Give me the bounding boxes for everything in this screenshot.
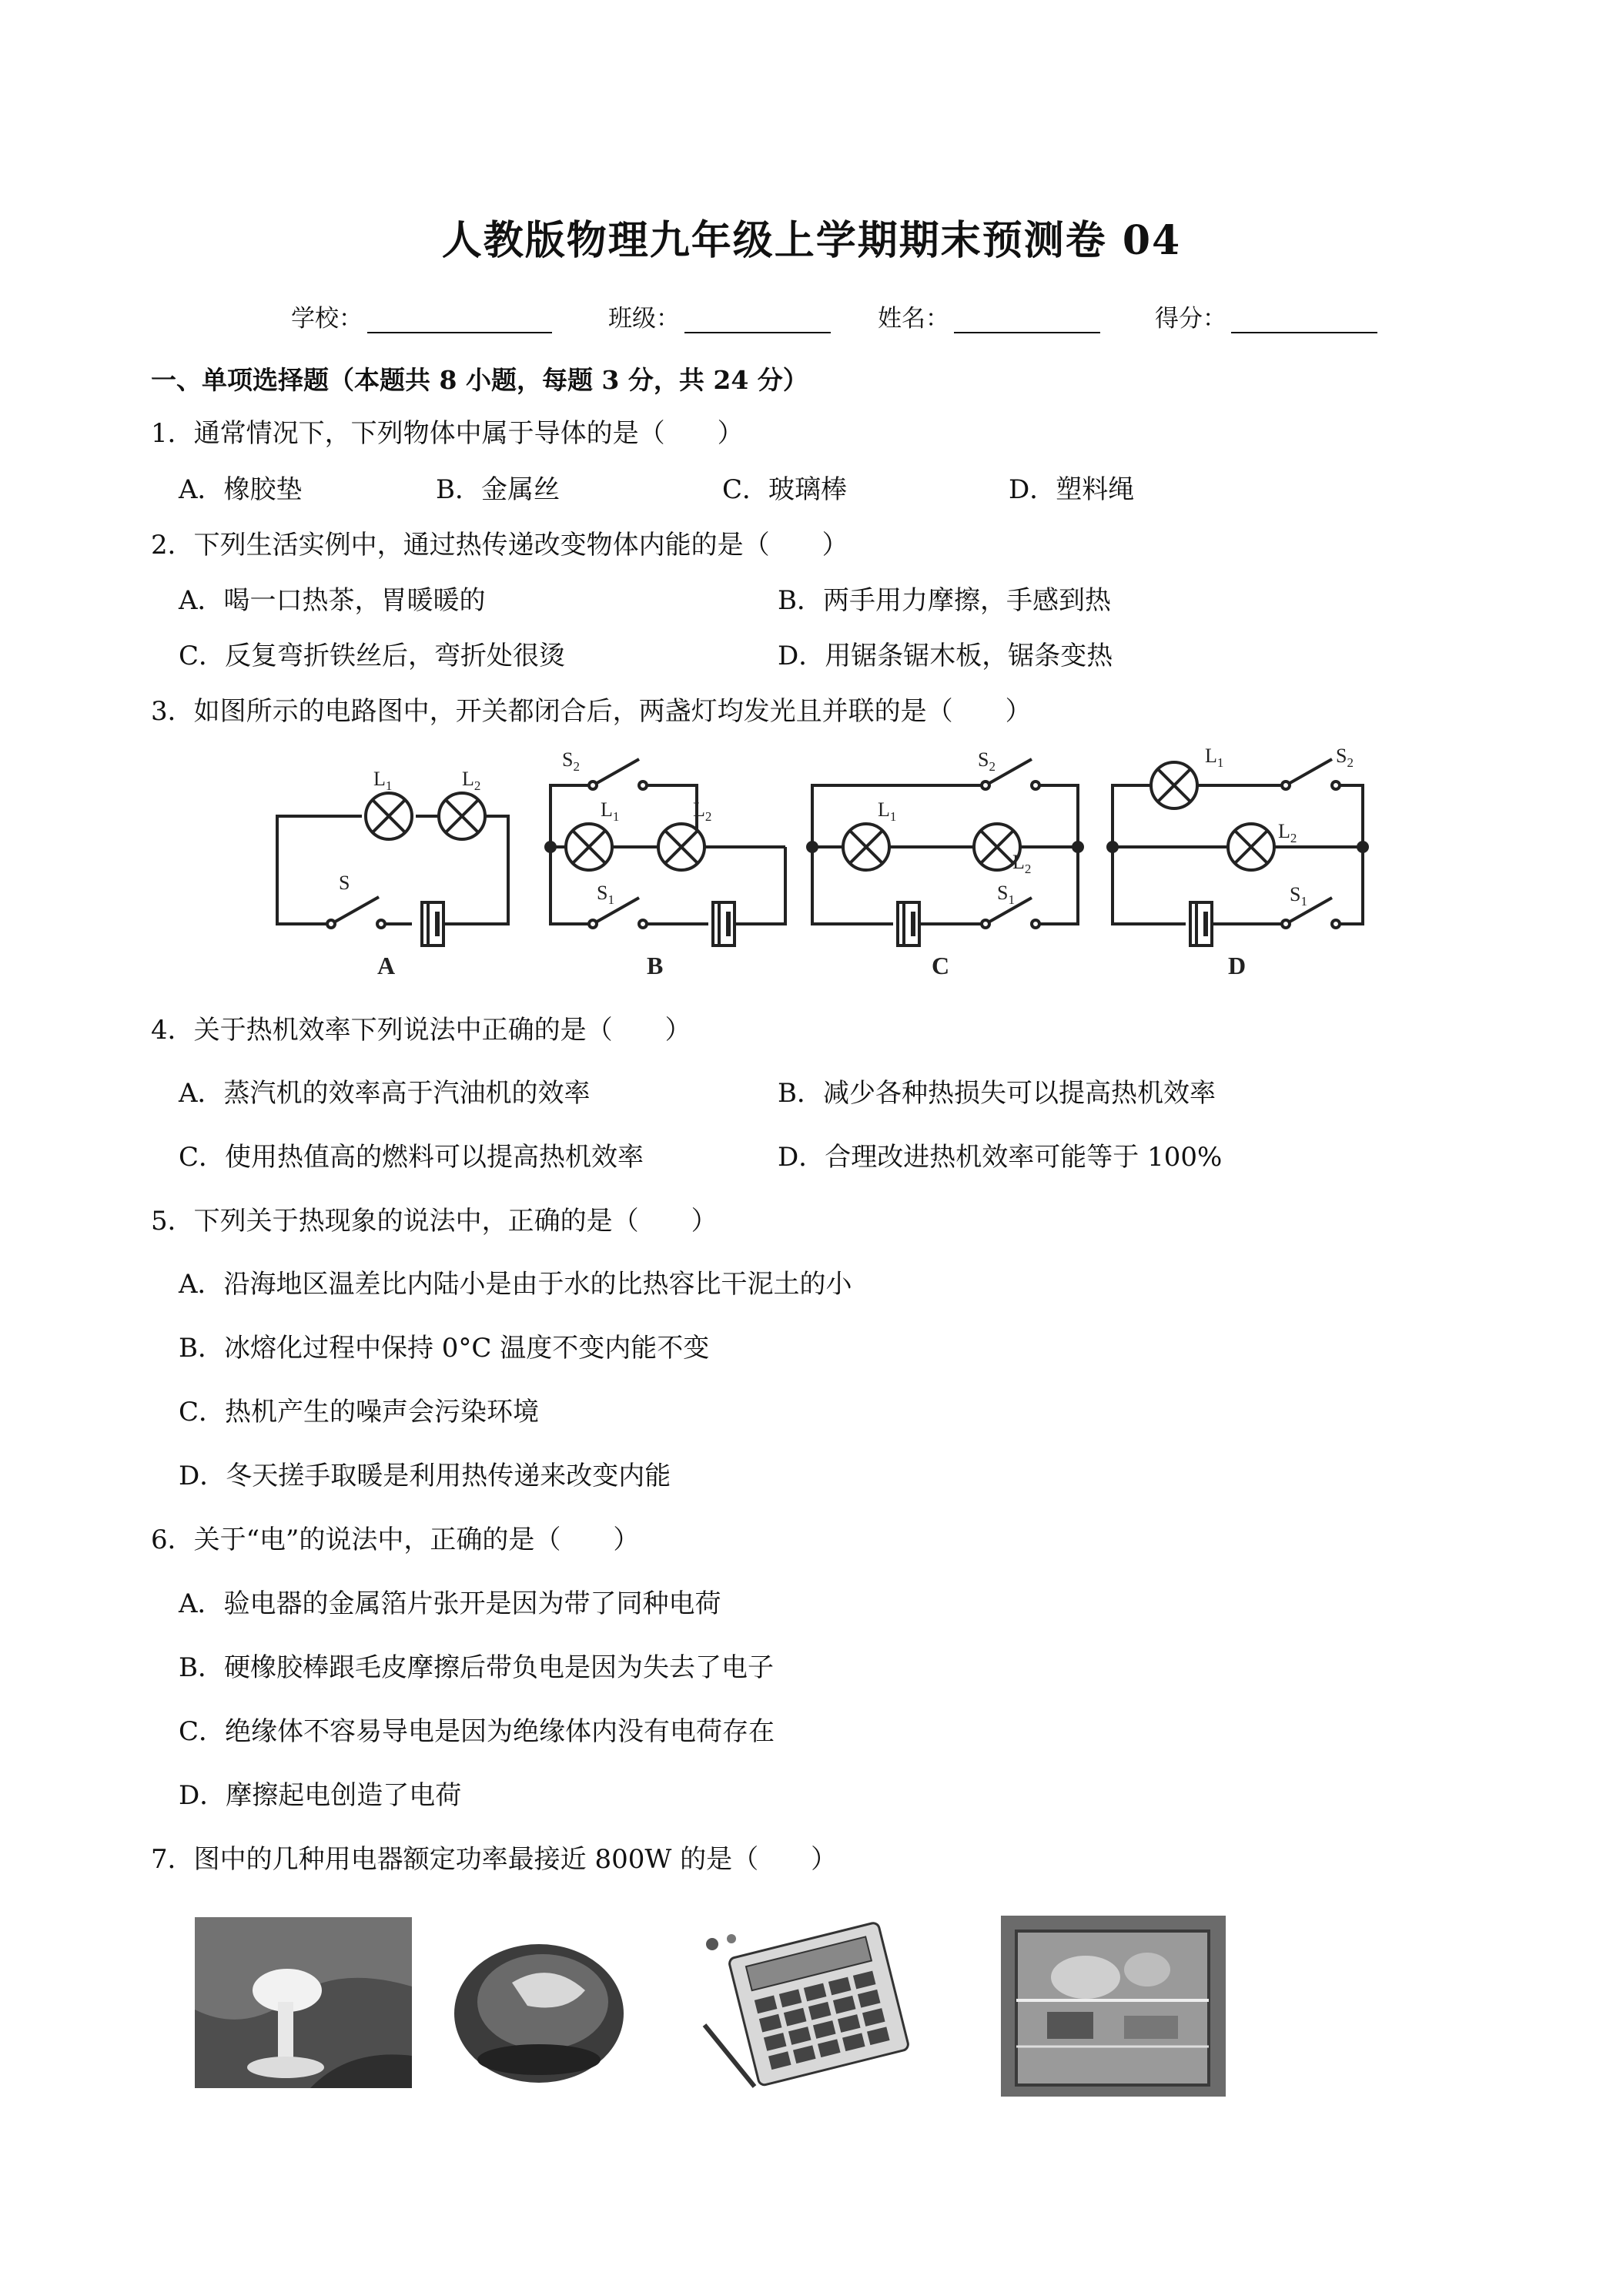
class-field[interactable]: [608, 299, 831, 333]
circuit-label-a[interactable]: A: [377, 952, 396, 979]
rice-cooker-photo[interactable]: [450, 1929, 627, 2087]
lamp-b-l2: [658, 824, 704, 870]
svg-text:L1: $L_1$: [601, 798, 620, 824]
score-label: 得分：: [1155, 305, 1226, 333]
svg-text:L2: $L_2$: [462, 768, 481, 793]
q2-option-c[interactable]: C．反复弯折铁丝后，弯折处很烫: [179, 641, 566, 671]
q6-option-b[interactable]: B．硬橡胶棒跟毛皮摩擦后带负电是因为失去了电子: [179, 1652, 774, 1683]
q6-option-d[interactable]: D．摩擦起电创造了电荷: [179, 1780, 462, 1811]
calculator-photo[interactable]: [689, 1917, 928, 2102]
svg-text:L2: $L_2$: [1012, 851, 1032, 876]
class-label: 班级：: [608, 305, 680, 333]
svg-text:S2: $S_2$: [978, 748, 996, 774]
lamp-a-l2: [439, 793, 485, 839]
svg-text:L1: $L_1$: [1205, 745, 1224, 770]
label-c-l2: L: [1012, 851, 1025, 873]
q6-option-c[interactable]: C．绝缘体不容易导电是因为绝缘体内没有电荷存在: [179, 1716, 775, 1747]
circuit-label-b[interactable]: B: [647, 952, 664, 979]
lamp-a-l1: [366, 793, 412, 839]
label-a-l2: L: [462, 768, 474, 790]
school-field[interactable]: [291, 299, 552, 333]
refrigerator-photo[interactable]: [1001, 1916, 1226, 2097]
circuit-label-d[interactable]: D: [1228, 952, 1247, 979]
label-d-s2: S: [1336, 745, 1347, 767]
lamp-b-l1: [566, 824, 612, 870]
label-c-s2: S: [978, 748, 989, 771]
circuit-diagrams: [262, 739, 1401, 986]
q4-option-c[interactable]: C．使用热值高的燃料可以提高热机效率: [179, 1142, 644, 1173]
q5-option-a[interactable]: A．沿海地区温差比内陆小是由于水的比热容比干泥土的小: [179, 1269, 852, 1300]
q1-option-b[interactable]: B．金属丝: [436, 474, 560, 505]
question-7: 7．图中的几种用电器额定功率最接近 800W 的是（ ）: [151, 1844, 838, 1875]
q1-option-c[interactable]: C．玻璃棒: [722, 474, 848, 505]
name-field[interactable]: [878, 299, 1100, 333]
label-b-s1: S: [597, 882, 608, 904]
svg-text:L2: $L_2$: [693, 798, 712, 824]
svg-text:S1: $S_1$: [997, 882, 1015, 907]
label-d-l2: L: [1278, 820, 1290, 842]
svg-text:L2: $L_2$: [1278, 820, 1297, 845]
q2-option-a[interactable]: A．喝一口热茶，胃暖暖的: [179, 585, 486, 616]
q2-option-b[interactable]: B．两手用力摩擦，手感到热: [778, 585, 1111, 616]
q6-option-a[interactable]: A．验电器的金属箔片张开是因为带了同种电荷: [179, 1588, 721, 1619]
svg-text:S2: $S_2$: [1336, 745, 1354, 770]
q5-option-b[interactable]: B．冰熔化过程中保持 0°C 温度不变内能不变: [179, 1333, 710, 1364]
label-c-s1: S: [997, 882, 1009, 904]
question-6: 6．关于“电”的说法中，正确的是（ ）: [151, 1525, 640, 1555]
label-d-l1: L: [1205, 745, 1217, 767]
school-label: 学校：: [291, 305, 363, 333]
svg-text:S1: $S_1$: [1290, 883, 1307, 909]
question-3: 3．如图所示的电路图中，开关都闭合后，两盏灯均发光且并联的是（ ）: [151, 696, 1032, 727]
question-4: 4．关于热机效率下列说法中正确的是（ ）: [151, 1015, 691, 1046]
lamp-d-l2: [1228, 824, 1274, 870]
q5-option-c[interactable]: C．热机产生的噪声会污染环境: [179, 1397, 540, 1427]
q1-option-a[interactable]: A．橡胶垫: [179, 474, 303, 505]
label-b-s2: S: [562, 748, 574, 771]
q4-option-b[interactable]: B．减少各种热损失可以提高热机效率: [778, 1078, 1216, 1109]
q4-option-d[interactable]: D．合理改进热机效率可能等于 100%: [778, 1142, 1223, 1173]
question-5: 5．下列关于热现象的说法中，正确的是（ ）: [151, 1206, 718, 1237]
desk-lamp-photo[interactable]: [195, 1917, 412, 2088]
label-b-l2: L: [693, 798, 705, 821]
section-heading: 一、单项选择题（本题共 8 小题，每题 3 分，共 24 分）: [151, 365, 808, 395]
question-2: 2．下列生活实例中，通过热传递改变物体内能的是（ ）: [151, 530, 848, 561]
svg-text:S1: $S_1$: [597, 882, 614, 907]
label-a-l1: L: [373, 768, 386, 790]
q1-option-d[interactable]: D．塑料绳: [1009, 474, 1135, 505]
q2-option-d[interactable]: D．用锯条锯木板，锯条变热: [778, 641, 1113, 671]
label-d-s1: S: [1290, 883, 1301, 905]
label-a-s: S: [339, 872, 350, 894]
label-b-l1: L: [601, 798, 613, 821]
score-field[interactable]: [1155, 299, 1377, 333]
q4-option-a[interactable]: A．蒸汽机的效率高于汽油机的效率: [179, 1078, 591, 1109]
label-c-l1: L: [878, 798, 890, 821]
question-1: 1．通常情况下，下列物体中属于导体的是（ ）: [151, 418, 744, 449]
svg-text:L1: $L_1$: [878, 798, 897, 824]
circuit-label-c[interactable]: C: [932, 952, 950, 979]
svg-text:S2: $S_2$: [562, 748, 580, 774]
q5-option-d[interactable]: D．冬天搓手取暖是利用热传递来改变内能: [179, 1461, 671, 1491]
lamp-c-l1: [843, 824, 889, 870]
page-title: 人教版物理九年级上学期期末预测卷 04: [441, 217, 1182, 264]
lamp-d-l1: [1151, 762, 1197, 808]
name-label: 姓名：: [878, 305, 949, 333]
svg-text:L1: $L_1$: [373, 768, 393, 793]
